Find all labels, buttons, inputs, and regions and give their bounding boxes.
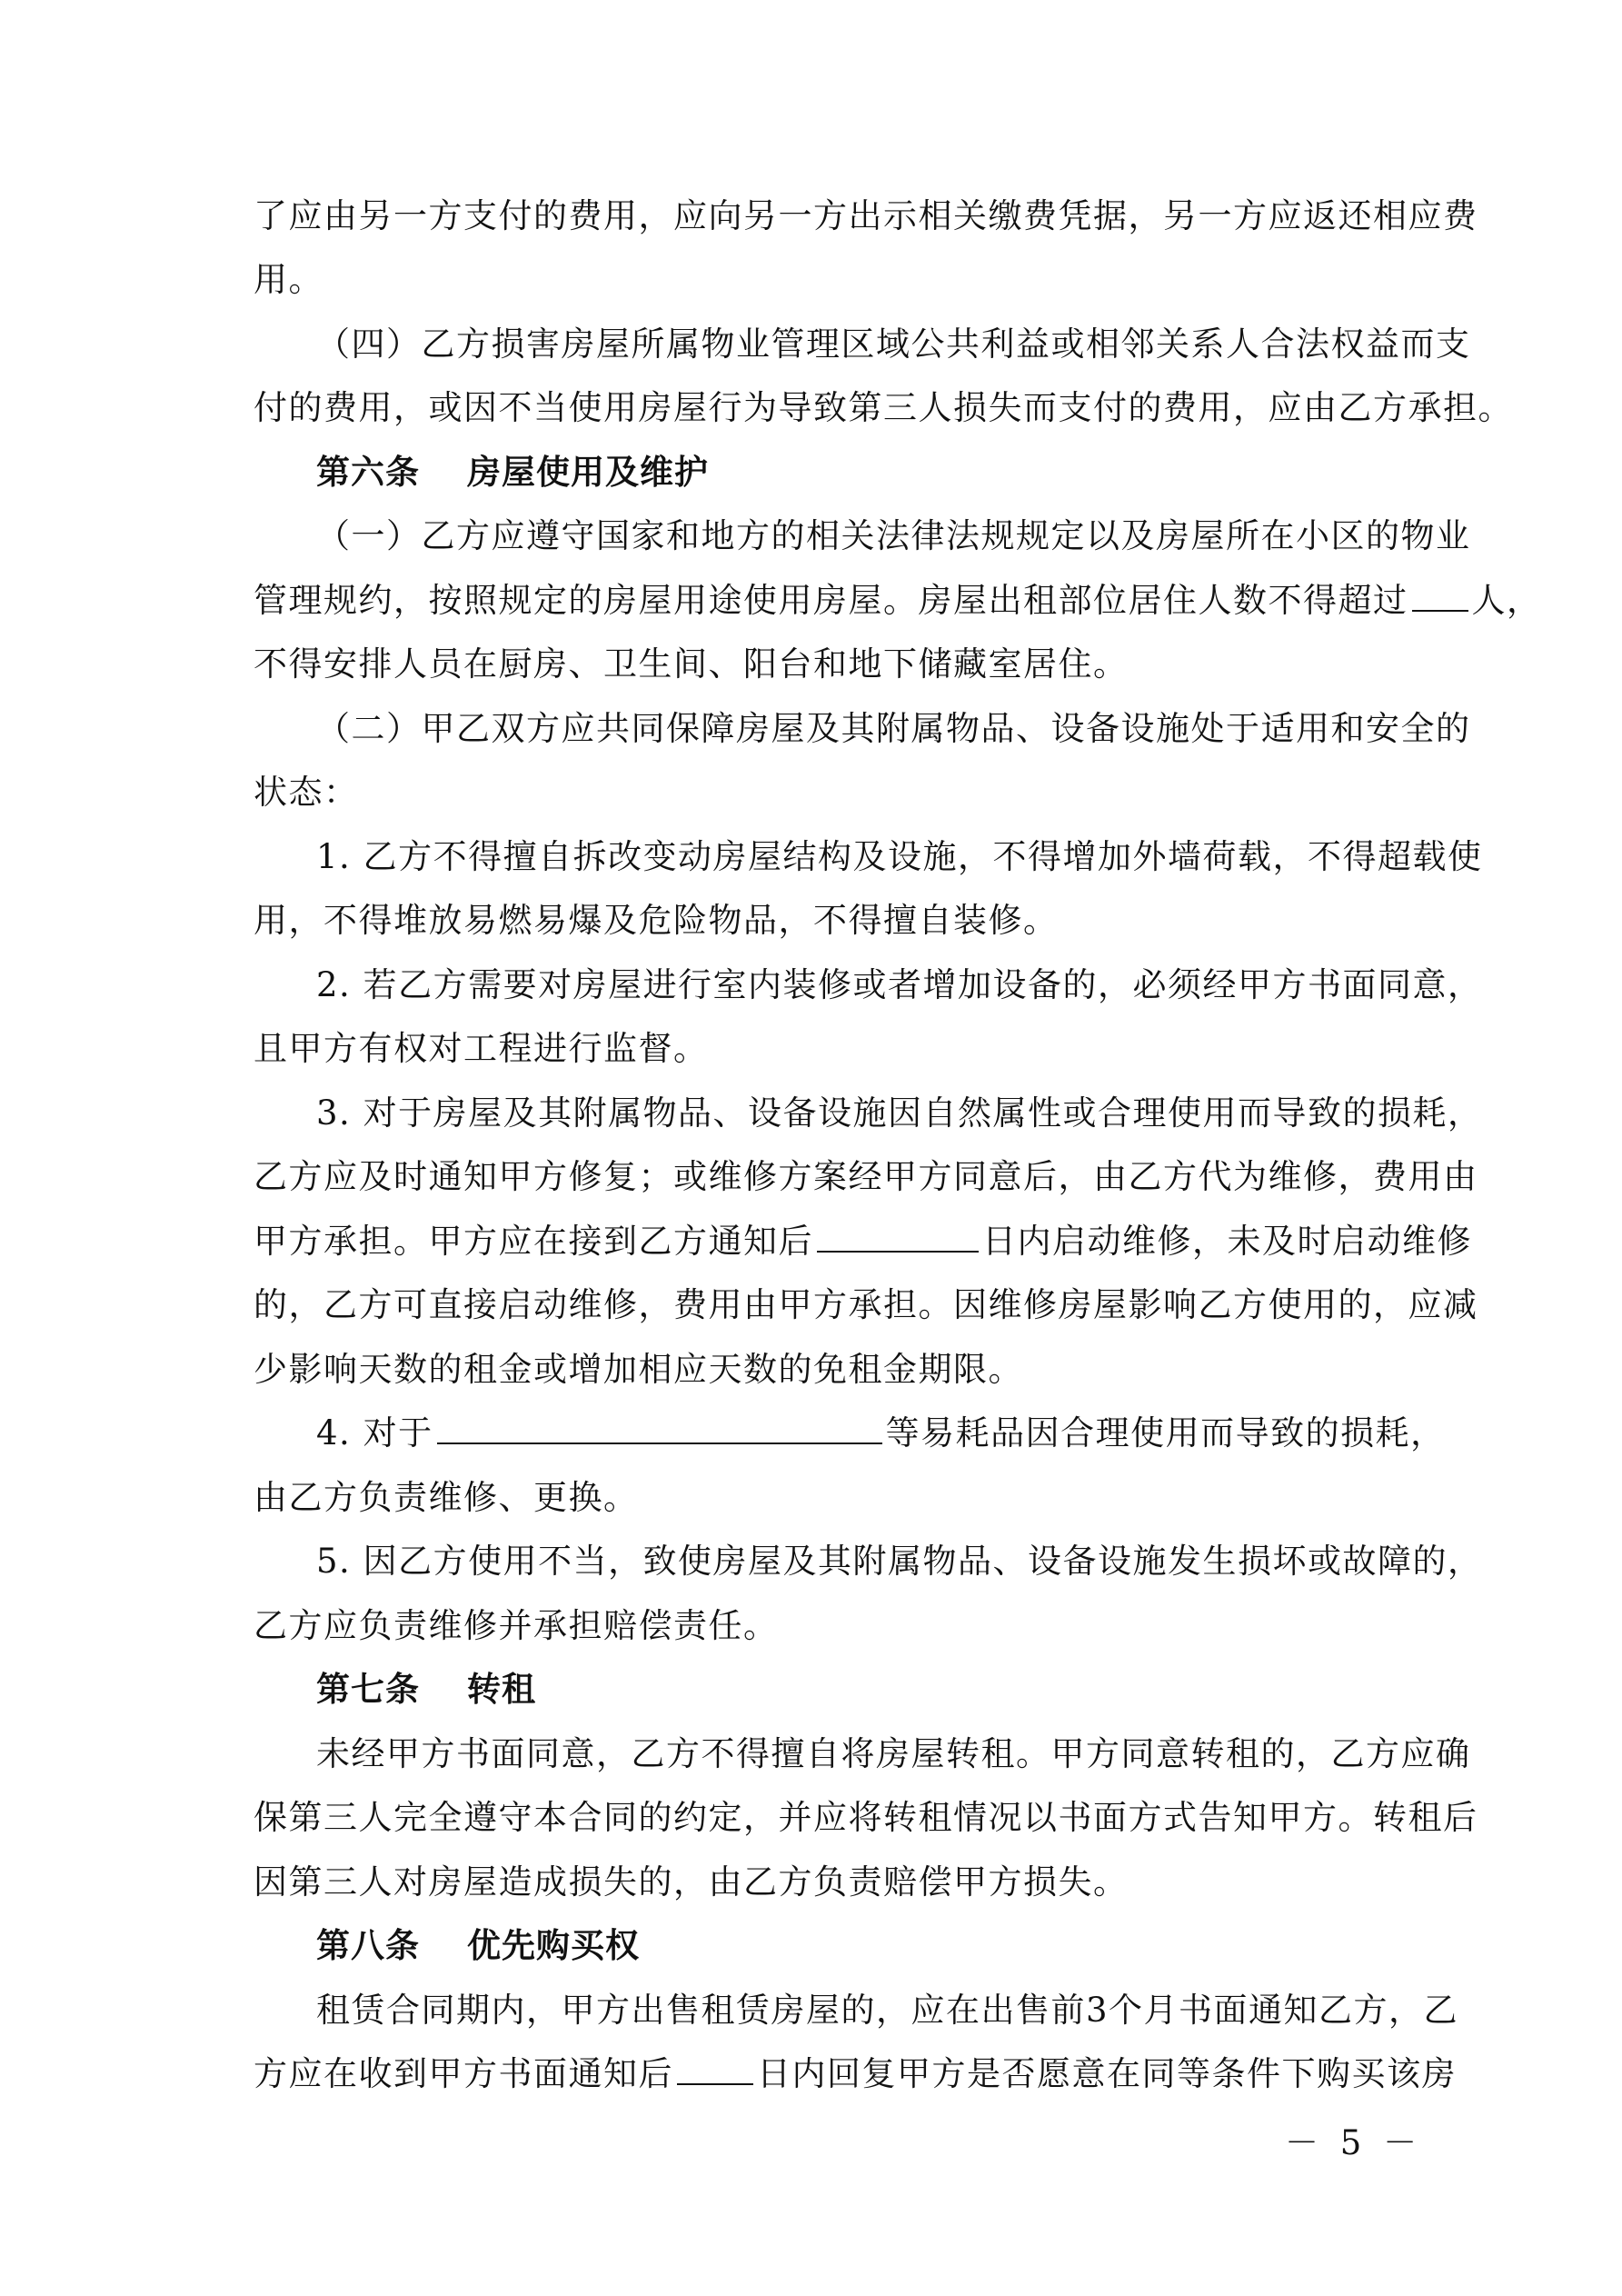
paragraph-line: 乙方应及时通知甲方修复；或维修方案经甲方同意后，由乙方代为维修，费用由	[254, 1157, 1478, 1196]
article-title: 转租	[467, 1670, 536, 1709]
paragraph-line: 由乙方负责维修、更换。	[254, 1478, 639, 1517]
article-heading-7	[316, 1668, 1389, 1712]
paragraph-line: 2. 若乙方需要对房屋进行室内装修或者增加设备的，必须经甲方书面同意，	[316, 965, 1483, 1004]
paragraph-line: 因第三人对房屋造成损失的，由乙方负责赔偿甲方损失。	[254, 1862, 1129, 1902]
fill-blank-reply-days[interactable]	[677, 2052, 753, 2085]
paragraph-line: 甲方承担。甲方应在接到乙方通知后 日内启动维修，未及时启动维修	[254, 1222, 1472, 1261]
article-heading-6	[316, 451, 1389, 494]
paragraph-line: 乙方应负责维修并承担赔偿责任。	[254, 1606, 779, 1645]
paragraph-line: 用。	[254, 260, 323, 299]
paragraph-line: （四）乙方损害房屋所属物业管理区域公共利益或相邻关系人合法权益而支	[316, 324, 1471, 364]
paragraph-line: （二）甲乙双方应共同保障房屋及其附属物品、设备设施处于适用和安全的	[316, 709, 1471, 748]
paragraph-line: 4. 对于 等易耗品因合理使用而导致的损耗，	[316, 1413, 1446, 1452]
fill-blank-repair-days[interactable]	[817, 1220, 979, 1253]
paragraph-line: 状态：	[254, 773, 359, 812]
page-number: － 5 －	[1285, 2123, 1423, 2162]
paragraph-line: 租赁合同期内，甲方出售租赁房屋的，应在出售前3个月书面通知乙方，乙	[316, 1991, 1459, 2030]
paragraph-line: 5. 因乙方使用不当，致使房屋及其附属物品、设备设施发生损坏或故障的，	[316, 1542, 1483, 1581]
article-heading-8	[316, 1924, 1389, 1968]
paragraph-line: 的，乙方可直接启动维修，费用由甲方承担。因维修房屋影响乙方使用的，应减	[254, 1285, 1478, 1324]
paragraph-line: 1. 乙方不得擅自拆改变动房屋结构及设施，不得增加外墙荷载，不得超载使	[316, 837, 1483, 876]
paragraph-line: 3. 对于房屋及其附属物品、设备设施因自然属性或合理使用而导致的损耗，	[316, 1093, 1483, 1133]
paragraph-line: 管理规约，按照规定的房屋用途使用房屋。房屋出租部位居住人数不得超过 人，	[254, 581, 1542, 620]
fill-blank-consumables[interactable]	[437, 1412, 882, 1444]
paragraph-line: 用，不得堆放易燃易爆及危险物品，不得擅自装修。	[254, 901, 1059, 940]
paragraph-line: 且甲方有权对工程进行监督。	[254, 1029, 709, 1068]
article-number: 第八条	[316, 1926, 420, 1965]
paragraph-line: 不得安排人员在厨房、卫生间、阳台和地下储藏室居住。	[254, 644, 1129, 684]
paragraph-line: 保第三人完全遵守本合同的约定，并应将转租情况以书面方式告知甲方。转租后	[254, 1798, 1478, 1837]
article-number: 第六条	[316, 453, 420, 492]
article-number: 第七条	[316, 1670, 420, 1709]
paragraph-line: 付的费用，或因不当使用房屋行为导致第三人损失而支付的费用，应由乙方承担。	[254, 388, 1513, 427]
fill-blank-occupants[interactable]	[1412, 579, 1468, 612]
paragraph-line: 少影响天数的租金或增加相应天数的免租金期限。	[254, 1350, 1023, 1389]
paragraph-line: （一）乙方应遵守国家和地方的相关法律法规规定以及房屋所在小区的物业	[316, 516, 1471, 555]
paragraph-line: 方应在收到甲方书面通知后 日内回复甲方是否愿意在同等条件下购买该房	[254, 2054, 1457, 2093]
paragraph-line: 未经甲方书面同意，乙方不得擅自将房屋转租。甲方同意转租的，乙方应确	[316, 1734, 1471, 1773]
article-title: 房屋使用及维护	[467, 453, 709, 492]
paragraph-line: 了应由另一方支付的费用，应向另一方出示相关缴费凭据，另一方应返还相应费	[254, 196, 1478, 235]
article-title: 优先购买权	[467, 1926, 640, 1965]
